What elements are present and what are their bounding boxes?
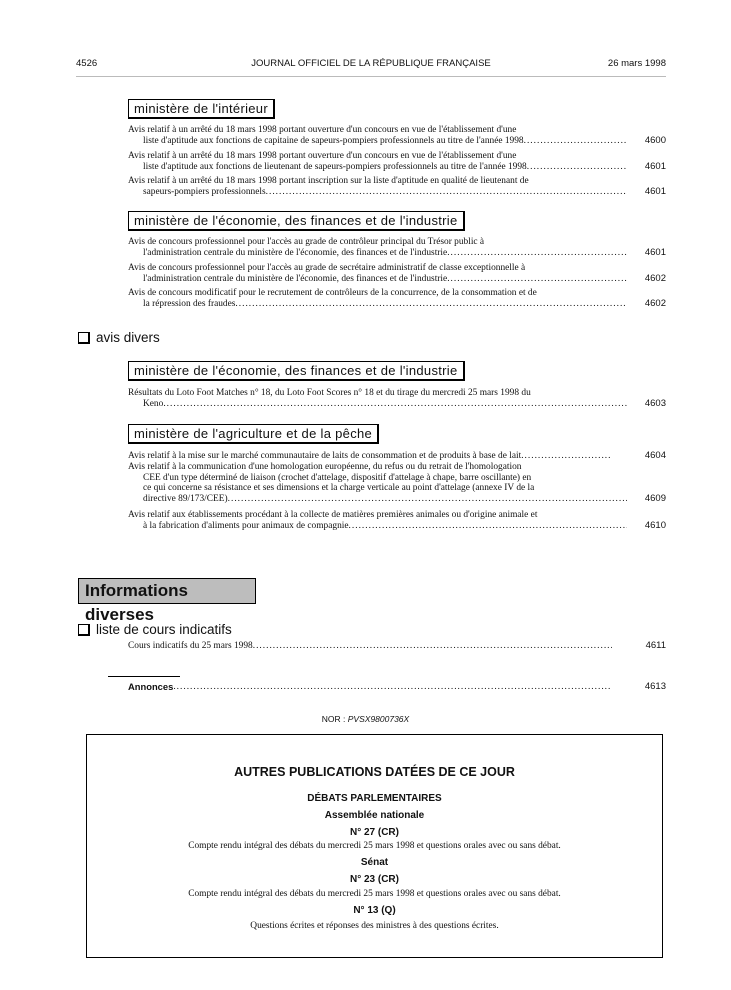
- page-number: 4526: [76, 58, 98, 69]
- entry-page: 4602: [644, 297, 666, 309]
- dot-leader: [447, 248, 627, 259]
- debats-subtitle: DÉBATS PARLEMENTAIRES: [307, 793, 442, 804]
- senat-number: N° 23 (CR): [349, 874, 399, 885]
- entry-line-leader: [128, 641, 612, 652]
- toc-entry[interactable]: [128, 510, 666, 531]
- entry-line-leader: [128, 248, 627, 259]
- toc-entry[interactable]: [128, 263, 666, 284]
- entry-line: liste d'aptitude aux fonctions de lieutenant de sapeurs-pompiers professionnels au titre de l'année 1998: [143, 161, 527, 172]
- dot-leader: [266, 187, 627, 198]
- entry-line: la répression des fraudes: [143, 298, 236, 309]
- checkbox-square-icon: [78, 624, 90, 636]
- entry-page: 4601: [644, 160, 666, 172]
- checkbox-square-icon: [78, 332, 90, 344]
- entry-line: liste d'aptitude aux fonctions de capitaine de sapeurs-pompiers professionnels au titre de l'année 1998: [143, 135, 524, 146]
- entry-page: 4601: [644, 185, 666, 197]
- entry-line-leader: [128, 399, 627, 410]
- entry-line: Cours indicatifs du 25 mars 1998: [128, 641, 253, 651]
- questions-number: N° 13 (Q): [353, 905, 396, 916]
- entry-page: 4611: [645, 640, 666, 651]
- entry-line: Avis de concours professionnel pour l'accès au grade de secrétaire administratif de classe exceptionnelle à: [128, 263, 526, 273]
- toc-entry[interactable]: [128, 641, 666, 652]
- dot-leader: [521, 451, 612, 462]
- entry-line: l'administration centrale du ministère de l'économie, des finances et de l'industrie: [143, 273, 448, 284]
- header-date: 26 mars 1998: [607, 58, 666, 69]
- entry-line-leader: [128, 451, 612, 462]
- page-header: [76, 58, 666, 72]
- journal-title: JOURNAL OFFICIEL DE LA RÉPUBLIQUE FRANÇAISE: [251, 58, 491, 69]
- autres-publications-title: AUTRES PUBLICATIONS DATÉES DE CE JOUR: [234, 765, 515, 779]
- dot-leader: [235, 299, 627, 310]
- entry-line-leader: [128, 521, 627, 532]
- dot-leader: [228, 494, 627, 505]
- entry-line-leader: [128, 682, 612, 693]
- toc-entry[interactable]: [128, 388, 666, 409]
- entry-page: 4603: [644, 397, 666, 409]
- entry-line: Avis relatif à la communication d'une homologation européenne, du refus ou du retrait de l'homologation: [128, 462, 522, 472]
- toc-entry[interactable]: [128, 176, 666, 197]
- toc-entry[interactable]: [128, 462, 666, 504]
- header-rule: [76, 76, 666, 77]
- entry-page: 4610: [644, 519, 666, 531]
- dot-leader: [524, 136, 627, 147]
- questions-text: Questions écrites et réponses des ministres à des questions écrites.: [250, 921, 499, 931]
- senat-text: Compte rendu intégral des débats du mercredi 25 mars 1998 et questions orales avec ou sans débat.: [188, 889, 561, 899]
- section-title-economie: ministère de l'économie, des finances et de l'industrie: [128, 211, 465, 231]
- section-title-interieur: ministère de l'intérieur: [128, 99, 275, 119]
- entry-line-leader: [128, 136, 627, 147]
- liste-cours-heading: [78, 622, 232, 637]
- entry-line: Avis relatif à un arrêté du 18 mars 1998 portant ouverture d'un concours en vue de l'établissement d'une: [128, 125, 517, 135]
- an-number: N° 27 (CR): [349, 827, 399, 838]
- entry-page: 4604: [644, 450, 666, 461]
- an-text: Compte rendu intégral des débats du mercredi 25 mars 1998 et questions orales avec ou sans débat.: [188, 841, 561, 851]
- entry-line: CEE d'un type déterminé de liaison (crochet d'attelage, dispositif d'attelage à chape, barre oscillante) en: [143, 472, 532, 483]
- entry-page: 4613: [644, 681, 666, 692]
- nor-label: NOR :: [321, 714, 346, 724]
- entry-line: à la fabrication d'aliments pour animaux de compagnie: [143, 520, 349, 531]
- short-rule: [108, 676, 180, 677]
- autres-publications-box: [86, 734, 663, 958]
- annonces-entry[interactable]: [128, 682, 666, 693]
- informations-diverses-banner: Informations diverses: [78, 578, 256, 604]
- entry-line-leader: [128, 162, 627, 173]
- entry-line: sapeurs-pompiers professionnels: [143, 186, 266, 197]
- dot-leader: [447, 274, 627, 285]
- avis-divers-heading: [78, 330, 160, 345]
- senat-heading: Sénat: [360, 857, 389, 868]
- entry-page: 4601: [644, 246, 666, 258]
- entry-line-leader: [128, 494, 627, 505]
- entry-line: Avis relatif à la mise sur le marché communautaire de laits de consommation et de produits à base de lait: [128, 451, 522, 461]
- entry-line-leader: [128, 274, 627, 285]
- entry-line: directive 89/173/CEE): [143, 493, 228, 504]
- assemblee-heading: Assemblée nationale: [324, 810, 425, 821]
- entry-page: 4609: [644, 492, 666, 504]
- dot-leader: [253, 641, 612, 652]
- dot-leader: [349, 521, 627, 532]
- toc-entry[interactable]: [128, 151, 666, 172]
- avis-divers-label: avis divers: [96, 330, 160, 345]
- dot-leader: [527, 162, 627, 173]
- toc-entry[interactable]: [128, 288, 666, 309]
- entry-line: Avis relatif à un arrêté du 18 mars 1998 portant inscription sur la liste d'aptitude en qualité de lieutenant de: [128, 176, 529, 186]
- entry-line-leader: [128, 187, 627, 198]
- section-title-economie-avis: ministère de l'économie, des finances et de l'industrie: [128, 361, 465, 381]
- entry-line: Avis relatif aux établissements procédant à la collecte de matières premières animales ou d'origine animale et: [128, 510, 538, 520]
- liste-cours-label: liste de cours indicatifs: [96, 622, 232, 637]
- entry-line: l'administration centrale du ministère de l'économie, des finances et de l'industrie: [143, 247, 448, 258]
- dot-leader: [173, 682, 612, 693]
- nor-reference: [0, 714, 731, 724]
- entry-line: Avis relatif à un arrêté du 18 mars 1998 portant ouverture d'un concours en vue de l'établissement d'une: [128, 151, 517, 161]
- entry-line: Avis de concours modificatif pour le recrutement de contrôleurs de la concurrence, de la consommation et de: [128, 288, 537, 298]
- entry-page: 4600: [644, 134, 666, 146]
- toc-entry[interactable]: [128, 237, 666, 258]
- annonces-label: Annonces: [128, 681, 174, 692]
- section-title-agriculture: ministère de l'agriculture et de la pêche: [128, 424, 379, 444]
- dot-leader: [163, 399, 627, 410]
- entry-line: ce qui concerne sa résistance et ses dimensions et la charge verticale au point d'attelage (annexe IV de la: [143, 483, 535, 494]
- nor-code: PVSX9800736X: [347, 714, 410, 724]
- toc-entry[interactable]: [128, 451, 666, 462]
- entry-line: Avis de concours professionnel pour l'accès au grade de contrôleur principal du Trésor public à: [128, 237, 485, 247]
- entry-page: 4602: [644, 272, 666, 284]
- toc-entry[interactable]: [128, 125, 666, 146]
- entry-line: Résultats du Loto Foot Matches n° 18, du Loto Foot Scores n° 18 et du tirage du mercredi 25 mars 1998 du: [128, 388, 531, 398]
- entry-line: Keno: [143, 398, 164, 409]
- entry-line-leader: [128, 299, 627, 310]
